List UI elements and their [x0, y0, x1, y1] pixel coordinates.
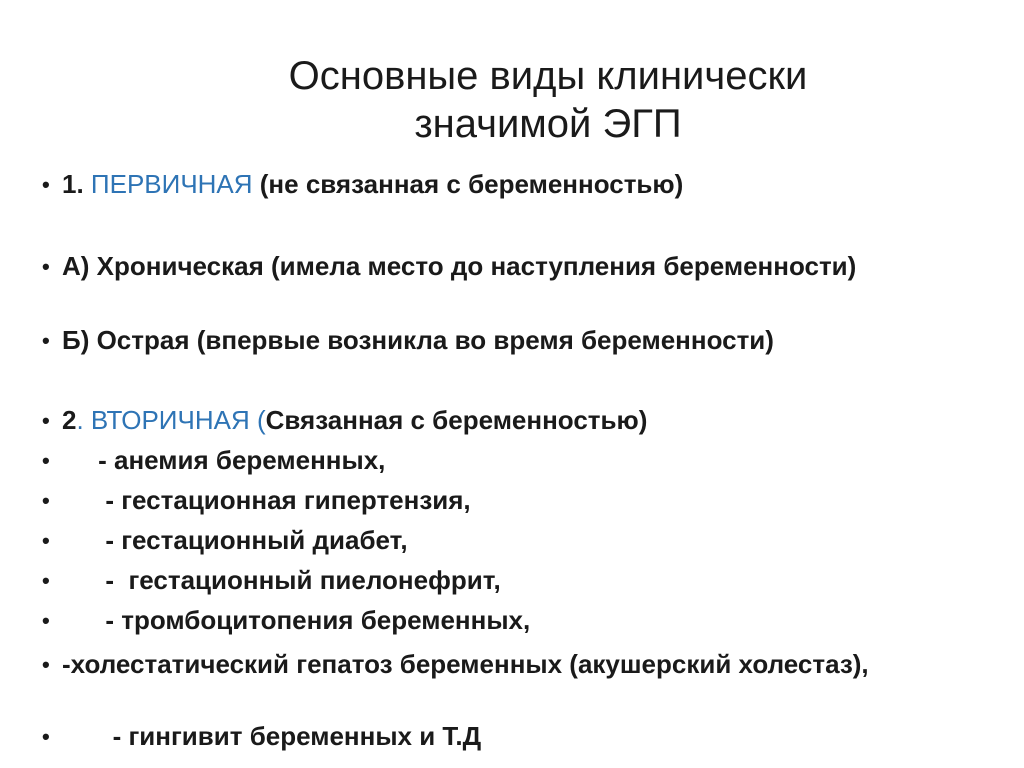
gingivitis-text: - гингивит беременных и Т.Д	[62, 721, 482, 751]
bullet-icon: •	[42, 528, 50, 553]
bullet-icon: •	[42, 448, 50, 473]
bullet-diabetes	[42, 524, 988, 557]
bullet-hepatosis	[42, 648, 988, 681]
secondary-dot: .	[76, 405, 84, 435]
diabetes-text: - гестационный диабет,	[62, 525, 408, 555]
bullet-thrombocytopenia	[42, 604, 988, 637]
bullet-gingivitis	[42, 720, 988, 753]
anemia-text: - анемия беременных,	[62, 445, 386, 475]
bullet-primary	[42, 168, 988, 201]
bullet-secondary	[42, 404, 988, 437]
secondary-label: ВТОРИЧНАЯ (	[83, 405, 266, 435]
bullet-hypertension	[42, 484, 988, 517]
bullet-icon: •	[42, 408, 50, 433]
hepatosis-text: -холестатический гепатоз беременных (акушерский холестаз),	[62, 649, 869, 679]
bullet-icon: •	[42, 724, 50, 749]
pyelonephritis-text: - гестационный пиелонефрит,	[62, 565, 501, 595]
thrombocytopenia-text: - тромбоцитопения беременных,	[62, 605, 531, 635]
secondary-description: Связанная с беременностью)	[265, 405, 648, 435]
bullet-pyelonephritis	[42, 564, 988, 597]
secondary-number: 2	[62, 405, 77, 435]
primary-label: ПЕРВИЧНАЯ	[90, 169, 253, 199]
bullet-icon: •	[42, 652, 50, 677]
bullet-icon: •	[42, 608, 50, 633]
slide-title-line-1: Основные виды клинически	[288, 54, 808, 98]
slide-title-line-2: значимой ЭГП	[414, 102, 682, 146]
bullet-icon: •	[42, 254, 50, 279]
chronic-text: А) Хроническая (имела место до наступления беременности)	[62, 251, 857, 281]
bullet-anemia	[42, 444, 988, 477]
primary-description: (не связанная с беременностью)	[252, 169, 684, 199]
bullet-icon: •	[42, 328, 50, 353]
bullet-icon: •	[42, 172, 50, 197]
bullet-acute	[42, 324, 988, 357]
bullet-chronic	[42, 250, 988, 283]
hypertension-text: - гестационная гипертензия,	[62, 485, 471, 515]
bullet-icon: •	[42, 488, 50, 513]
primary-number: 1.	[62, 169, 91, 199]
acute-text: Б) Острая (впервые возникла во время беременности)	[62, 325, 774, 355]
bullet-icon: •	[42, 568, 50, 593]
